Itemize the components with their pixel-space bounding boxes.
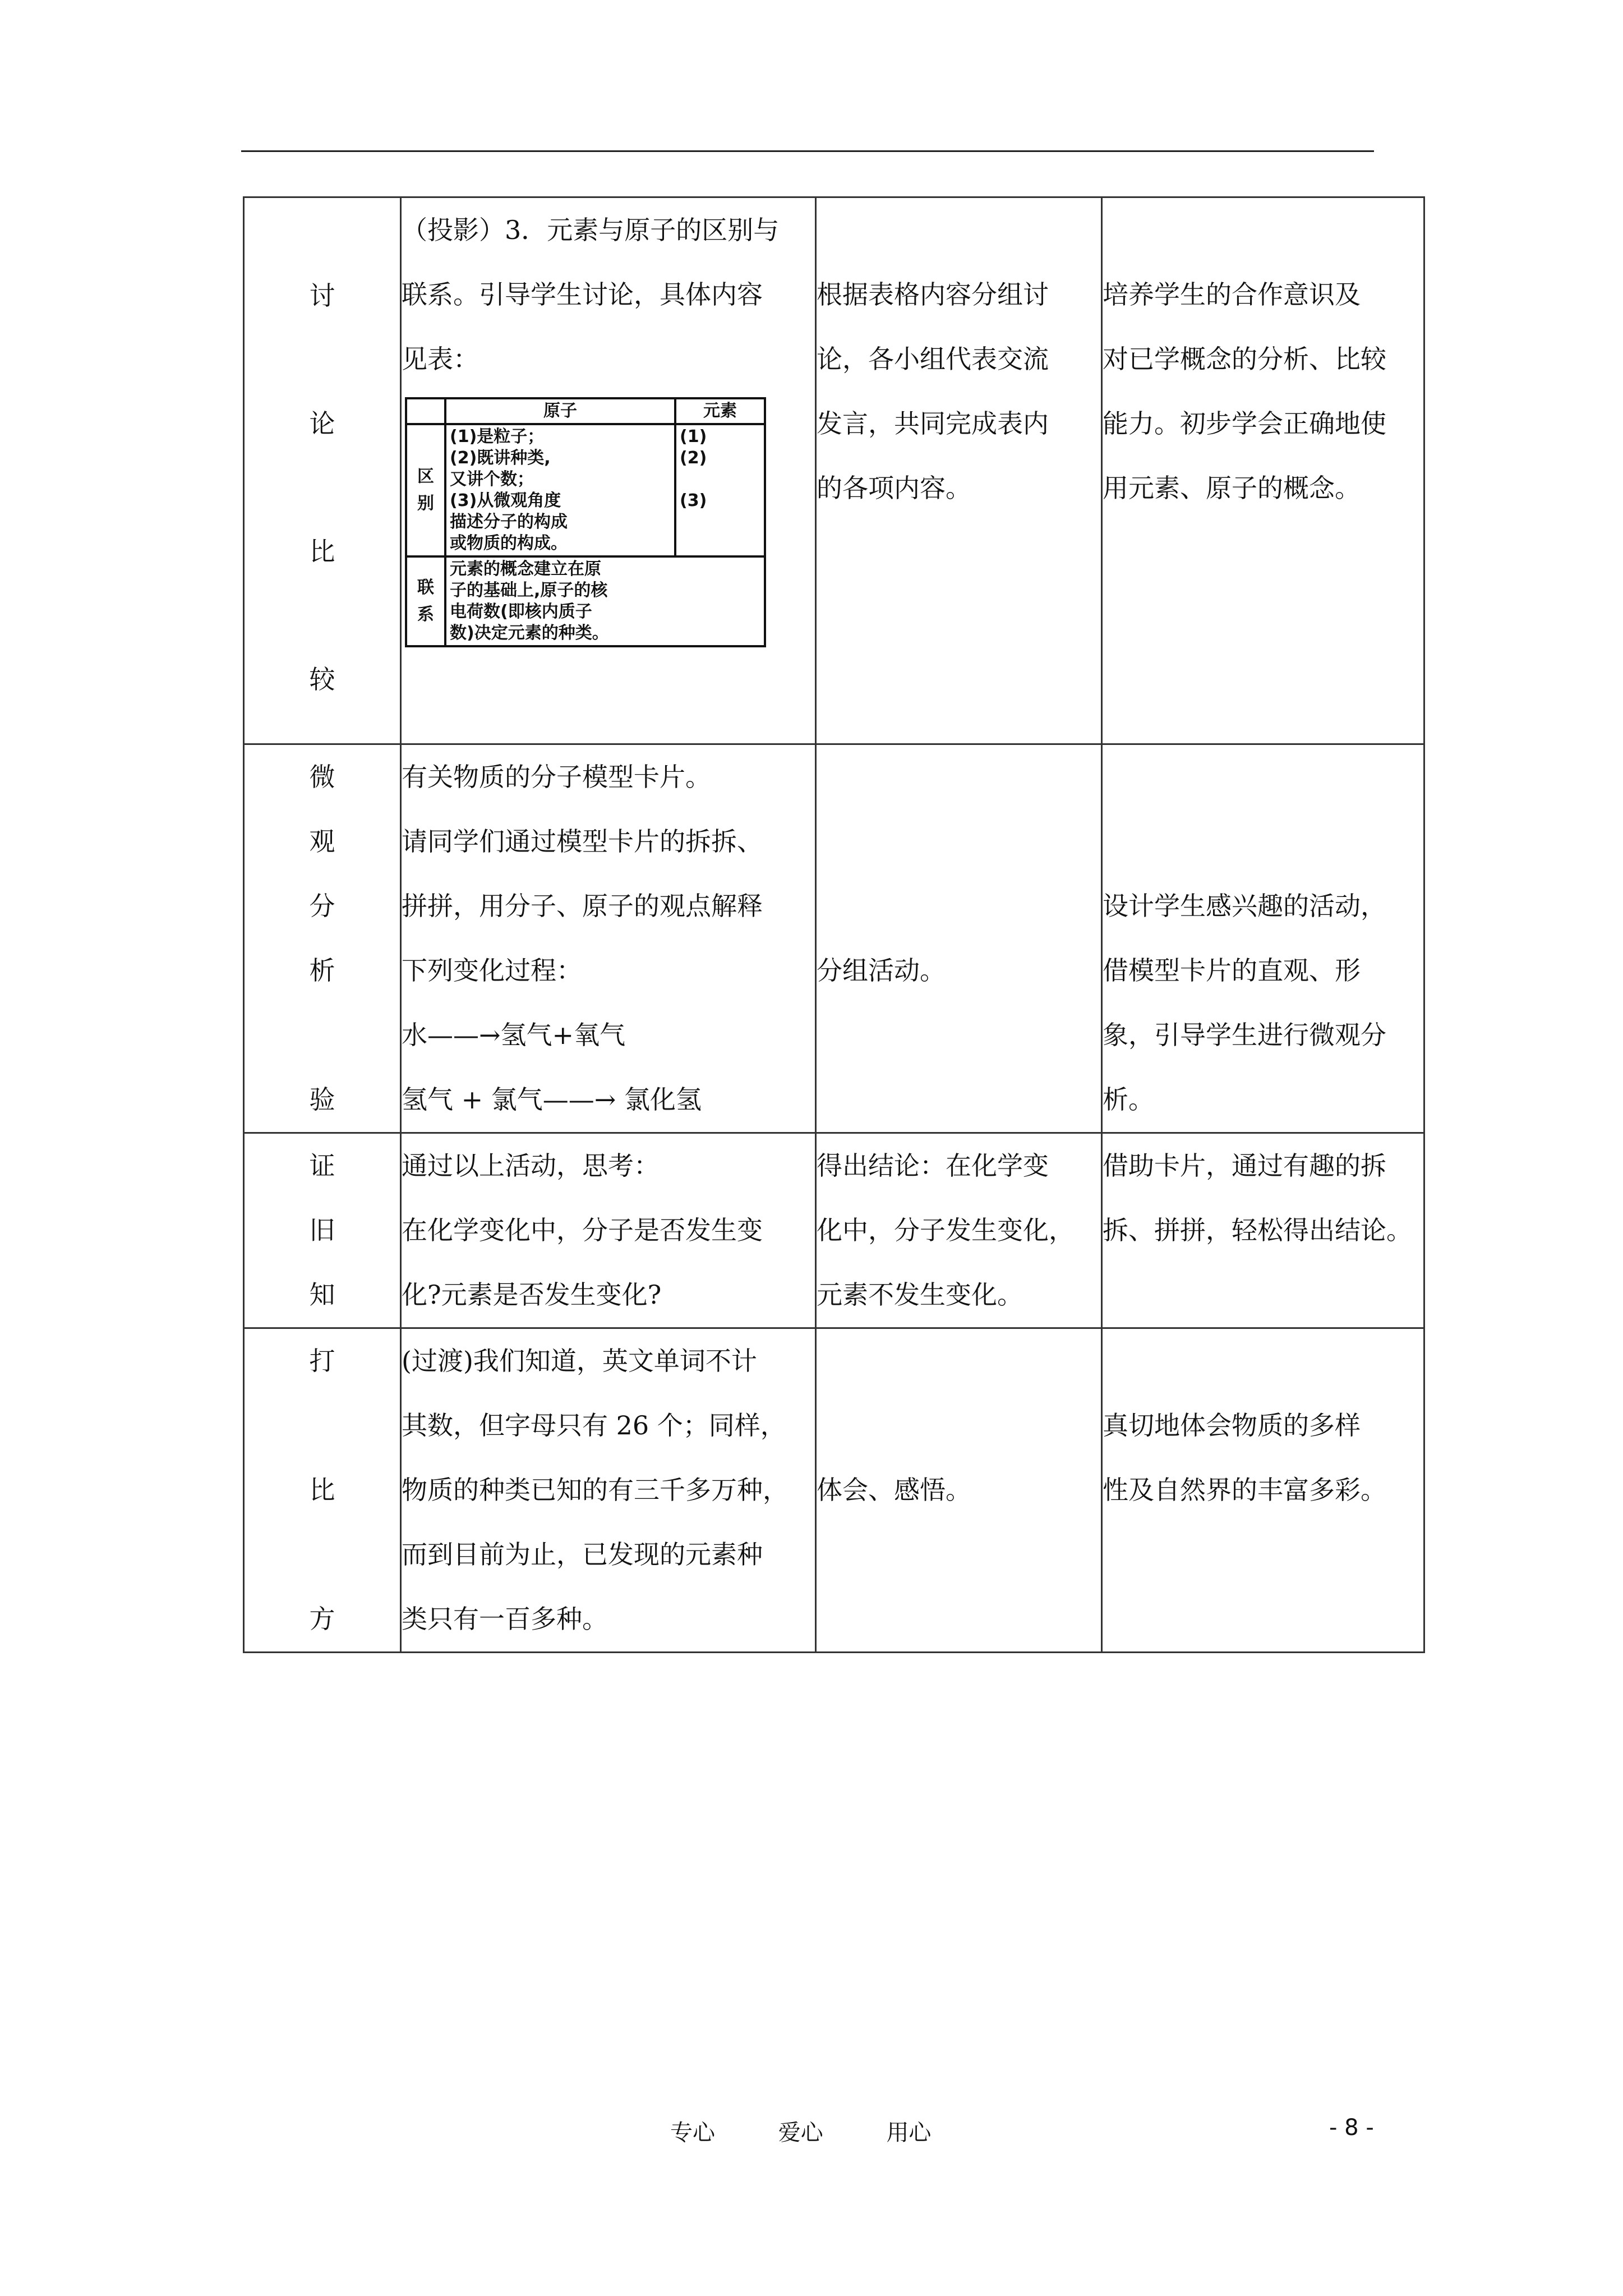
lesson-table bbox=[243, 196, 1425, 1653]
text-line: 而到目前为止，已发现的元素种 bbox=[402, 1539, 763, 1570]
stage-char: 析 bbox=[309, 955, 335, 986]
reaction-line: 水——→氢气+氧气 bbox=[402, 1020, 626, 1050]
projected-comparison-table bbox=[405, 397, 766, 647]
text-line: 培养学生的合作意识及 bbox=[1103, 279, 1361, 310]
student-activity-cell bbox=[816, 744, 1102, 1133]
stage-char: 旧 bbox=[309, 1215, 335, 1245]
table-row bbox=[244, 744, 1424, 1133]
table-row bbox=[244, 1328, 1424, 1653]
text-line: 得出结论：在化学变 bbox=[817, 1151, 1049, 1181]
text-line: 发言，共同完成表内 bbox=[817, 408, 1049, 439]
stage-char: 打 bbox=[309, 1346, 335, 1376]
text-line: 在化学变化中，分子是否发生变 bbox=[402, 1215, 763, 1245]
footer-word: 专心 bbox=[670, 2120, 715, 2146]
text-line: 体会、感悟。 bbox=[817, 1475, 971, 1505]
stage-char: 证 bbox=[309, 1151, 335, 1181]
stage-char: 方 bbox=[309, 1604, 335, 1634]
header-atom: 原子 bbox=[445, 398, 675, 424]
text-line: 请同学们通过模型卡片的拆拆、 bbox=[402, 826, 763, 857]
text-line: 分组活动。 bbox=[817, 955, 946, 986]
stage-char bbox=[245, 1003, 400, 1068]
stage-char: 讨 bbox=[309, 280, 335, 311]
stage-char bbox=[245, 1522, 400, 1587]
text-line: 物质的种类已知的有三千多万种， bbox=[402, 1475, 789, 1505]
link-text: 元素的概念建立在原 子的基础上,原子的核 电荷数(即核内质子 数)决定元素的种类。 bbox=[445, 556, 765, 646]
text-line: 下列变化过程： bbox=[402, 955, 582, 986]
header-rule bbox=[241, 150, 1374, 152]
stage-char: 论 bbox=[309, 408, 335, 439]
footer-word: 爱心 bbox=[778, 2120, 823, 2146]
stage-char: 较 bbox=[309, 664, 335, 694]
stage-cell bbox=[244, 744, 401, 1133]
text-line: 联系。引导学生讨论，具体内容 bbox=[402, 279, 763, 310]
text-line: 元素不发生变化。 bbox=[817, 1280, 1023, 1310]
stage-char: 观 bbox=[309, 826, 335, 857]
table-row bbox=[244, 197, 1424, 744]
stage-cell bbox=[244, 197, 401, 744]
text-line: 性及自然界的丰富多彩。 bbox=[1103, 1475, 1386, 1505]
design-intent-cell bbox=[1102, 744, 1424, 1133]
text-line: 析。 bbox=[1103, 1084, 1154, 1115]
text-line: 拆、拼拼，轻松得出结论。 bbox=[1103, 1215, 1412, 1245]
teacher-activity-cell bbox=[401, 744, 816, 1133]
element-difference: (1) (2) (3) bbox=[675, 424, 765, 556]
student-activity-cell bbox=[816, 1328, 1102, 1653]
text-line: 化?元素是否发生变化? bbox=[402, 1280, 662, 1310]
text-line: 借助卡片，通过有趣的拆 bbox=[1103, 1151, 1386, 1181]
stage-char: 分 bbox=[309, 891, 335, 921]
text-line: 见表： bbox=[402, 344, 479, 374]
text-line: 有关物质的分子模型卡片。 bbox=[402, 762, 711, 792]
text-line: 借模型卡片的直观、形 bbox=[1103, 955, 1361, 986]
footer-motto bbox=[670, 2115, 965, 2147]
page-number: - 8 - bbox=[1329, 2115, 1374, 2141]
teacher-activity-cell bbox=[401, 197, 816, 744]
stage-char: 验 bbox=[309, 1084, 335, 1115]
text-line: 类只有一百多种。 bbox=[402, 1604, 608, 1634]
text-line: 论，各小组代表交流 bbox=[817, 344, 1049, 374]
text-line: 其数，但字母只有 26 个；同样， bbox=[402, 1410, 786, 1441]
text-line: 化中，分子发生变化， bbox=[817, 1215, 1075, 1245]
text-line: 的各项内容。 bbox=[817, 473, 971, 503]
design-intent-cell bbox=[1102, 1133, 1424, 1328]
student-activity-cell bbox=[816, 1133, 1102, 1328]
text-line: 通过以上活动，思考： bbox=[402, 1151, 660, 1181]
design-intent-cell bbox=[1102, 197, 1424, 744]
text-line: 设计学生感兴趣的活动， bbox=[1103, 891, 1386, 921]
stage-cell bbox=[244, 1328, 401, 1653]
stage-char: 微 bbox=[309, 762, 335, 792]
footer-word: 用心 bbox=[886, 2120, 932, 2146]
text-line: （投影）3．元素与原子的区别与 bbox=[402, 215, 780, 245]
stage-char: 知 bbox=[309, 1280, 335, 1310]
table-row bbox=[244, 1133, 1424, 1328]
design-intent-cell bbox=[1102, 1328, 1424, 1653]
text-line: (过渡)我们知道，英文单词不计 bbox=[402, 1346, 757, 1376]
student-activity-cell bbox=[816, 197, 1102, 744]
text-line: 对已学概念的分析、比较 bbox=[1103, 344, 1386, 374]
text-line: 根据表格内容分组讨 bbox=[817, 279, 1049, 310]
reaction-line: 氢气 + 氯气——→ 氯化氢 bbox=[402, 1084, 702, 1115]
row-label-link: 联 系 bbox=[406, 556, 445, 646]
text-line: 能力。初步学会正确地使 bbox=[1103, 408, 1386, 439]
text-line: 象，引导学生进行微观分 bbox=[1103, 1020, 1386, 1050]
teacher-activity-cell bbox=[401, 1133, 816, 1328]
stage-char bbox=[245, 1393, 400, 1458]
text-line: 真切地体会物质的多样 bbox=[1103, 1410, 1361, 1441]
atom-difference: (1)是粒子； (2)既讲种类, 又讲个数； (3)从微观角度 描述分子的构成 或物质的构成。 bbox=[445, 424, 675, 556]
header-element: 元素 bbox=[675, 398, 765, 424]
stage-char: 比 bbox=[309, 1475, 335, 1505]
teacher-activity-cell bbox=[401, 1328, 816, 1653]
text-line: 用元素、原子的概念。 bbox=[1103, 473, 1361, 503]
text-line: 拼拼，用分子、原子的观点解释 bbox=[402, 891, 763, 921]
stage-char: 比 bbox=[309, 536, 335, 567]
stage-cell bbox=[244, 1133, 401, 1328]
row-label-difference: 区 别 bbox=[406, 424, 445, 556]
